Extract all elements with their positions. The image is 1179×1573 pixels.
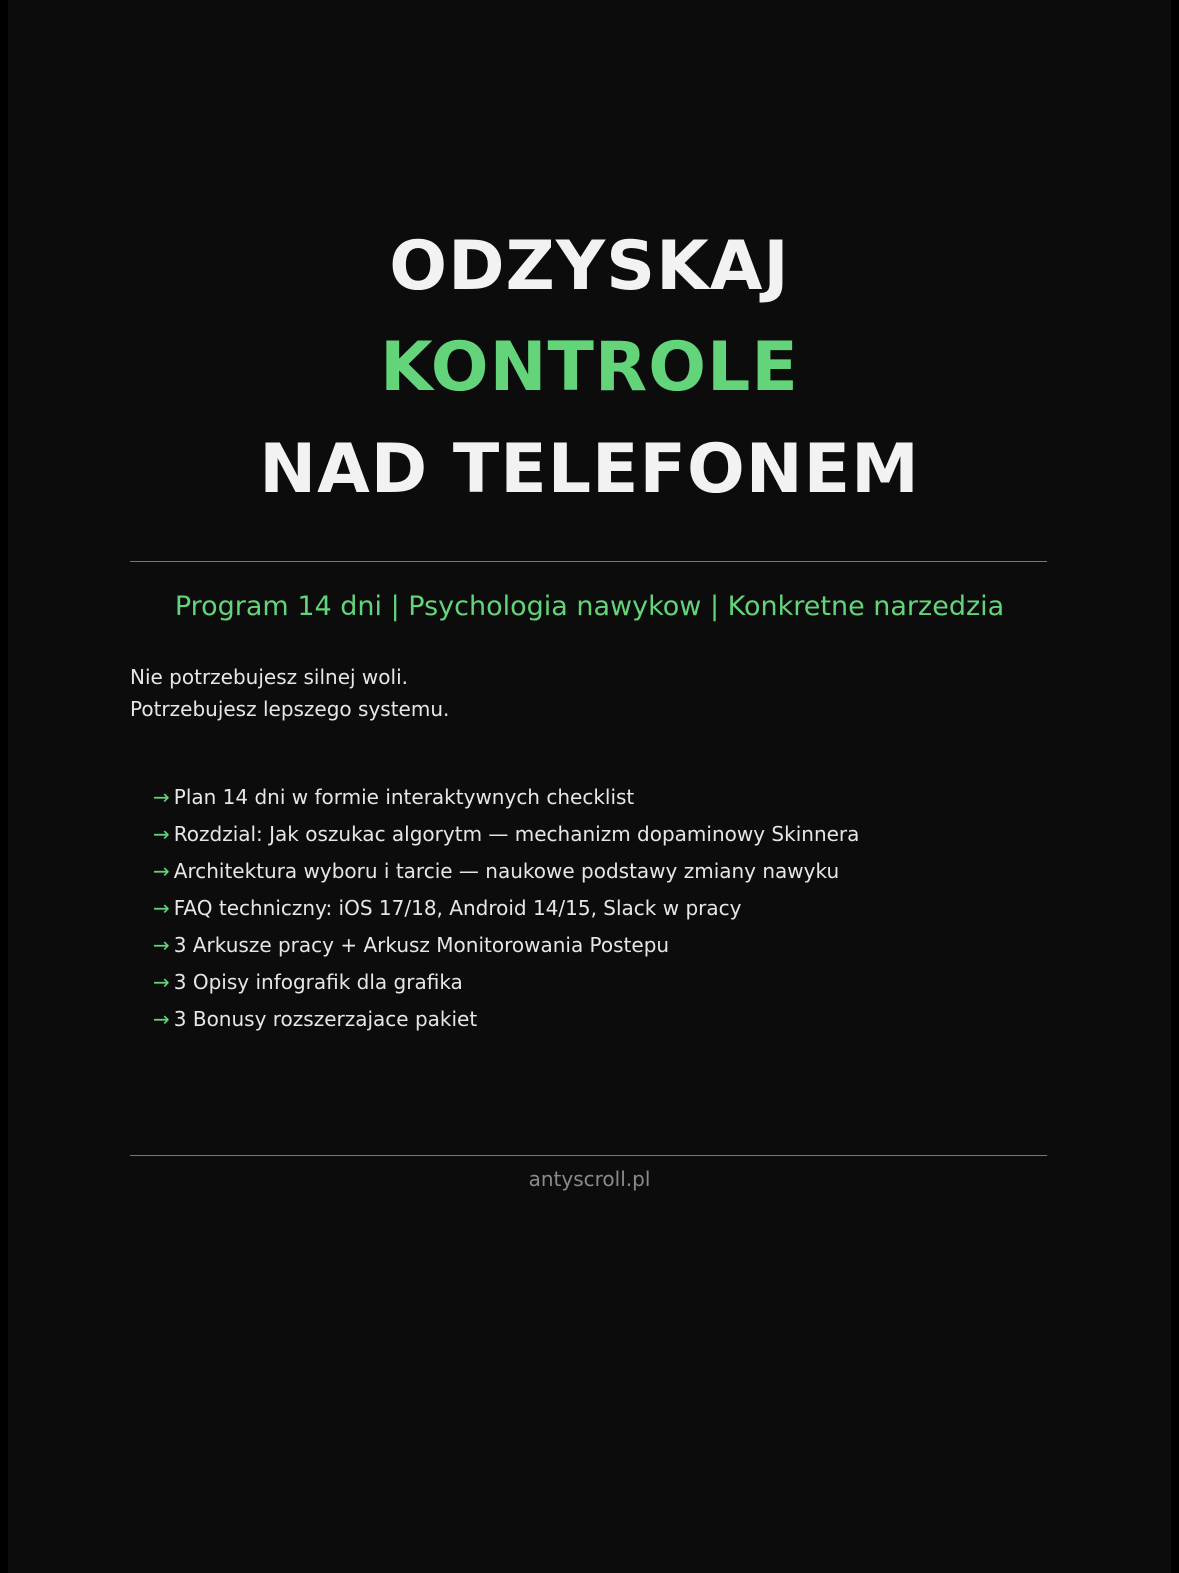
intro-line-1: Nie potrzebujesz silnej woli.: [130, 665, 408, 689]
feature-item: [153, 968, 859, 1005]
feature-text: 3 Opisy infografik dla grafika: [173, 970, 463, 994]
arrow-right-icon: →: [153, 822, 170, 846]
feature-item: [153, 783, 859, 820]
feature-item: [153, 1005, 859, 1042]
arrow-right-icon: →: [153, 785, 170, 809]
title-line-1: ODZYSKAJ: [389, 227, 790, 306]
feature-text: 3 Bonusy rozszerzajace pakiet: [173, 1007, 478, 1031]
arrow-right-icon: →: [153, 1007, 170, 1031]
arrow-right-icon: →: [153, 859, 170, 883]
feature-text: 3 Arkusze pracy + Arkusz Monitorowania Postepu: [173, 933, 670, 957]
feature-item: [153, 931, 859, 968]
subtitle: Program 14 dni | Psychologia nawykow | Konkretne narzedzia: [174, 591, 1005, 622]
title-line-2-highlight: KONTROLE: [380, 328, 799, 407]
intro-text: [130, 661, 449, 725]
feature-text: Rozdzial: Jak oszukac algorytm — mechanizm dopaminowy Skinnera: [173, 822, 860, 846]
bottom-divider: [130, 1155, 1047, 1156]
intro-line-2: Potrzebujesz lepszego systemu.: [130, 697, 450, 721]
feature-item: [153, 857, 859, 894]
arrow-right-icon: →: [153, 970, 170, 994]
feature-text: Plan 14 dni w formie interaktywnych checklist: [173, 785, 635, 809]
arrow-right-icon: →: [153, 896, 170, 920]
feature-item: [153, 820, 859, 857]
footer-domain: antyscroll.pl: [528, 1167, 651, 1191]
feature-text: FAQ techniczny: iOS 17/18, Android 14/15, Slack w pracy: [173, 896, 742, 920]
top-divider: [130, 561, 1047, 562]
arrow-right-icon: →: [153, 933, 170, 957]
feature-item: [153, 894, 859, 931]
title-line-3: NAD TELEFONEM: [259, 430, 920, 509]
feature-list: [153, 783, 859, 1042]
document-page: [8, 0, 1171, 1573]
feature-text: Architektura wyboru i tarcie — naukowe podstawy zmiany nawyku: [173, 859, 840, 883]
